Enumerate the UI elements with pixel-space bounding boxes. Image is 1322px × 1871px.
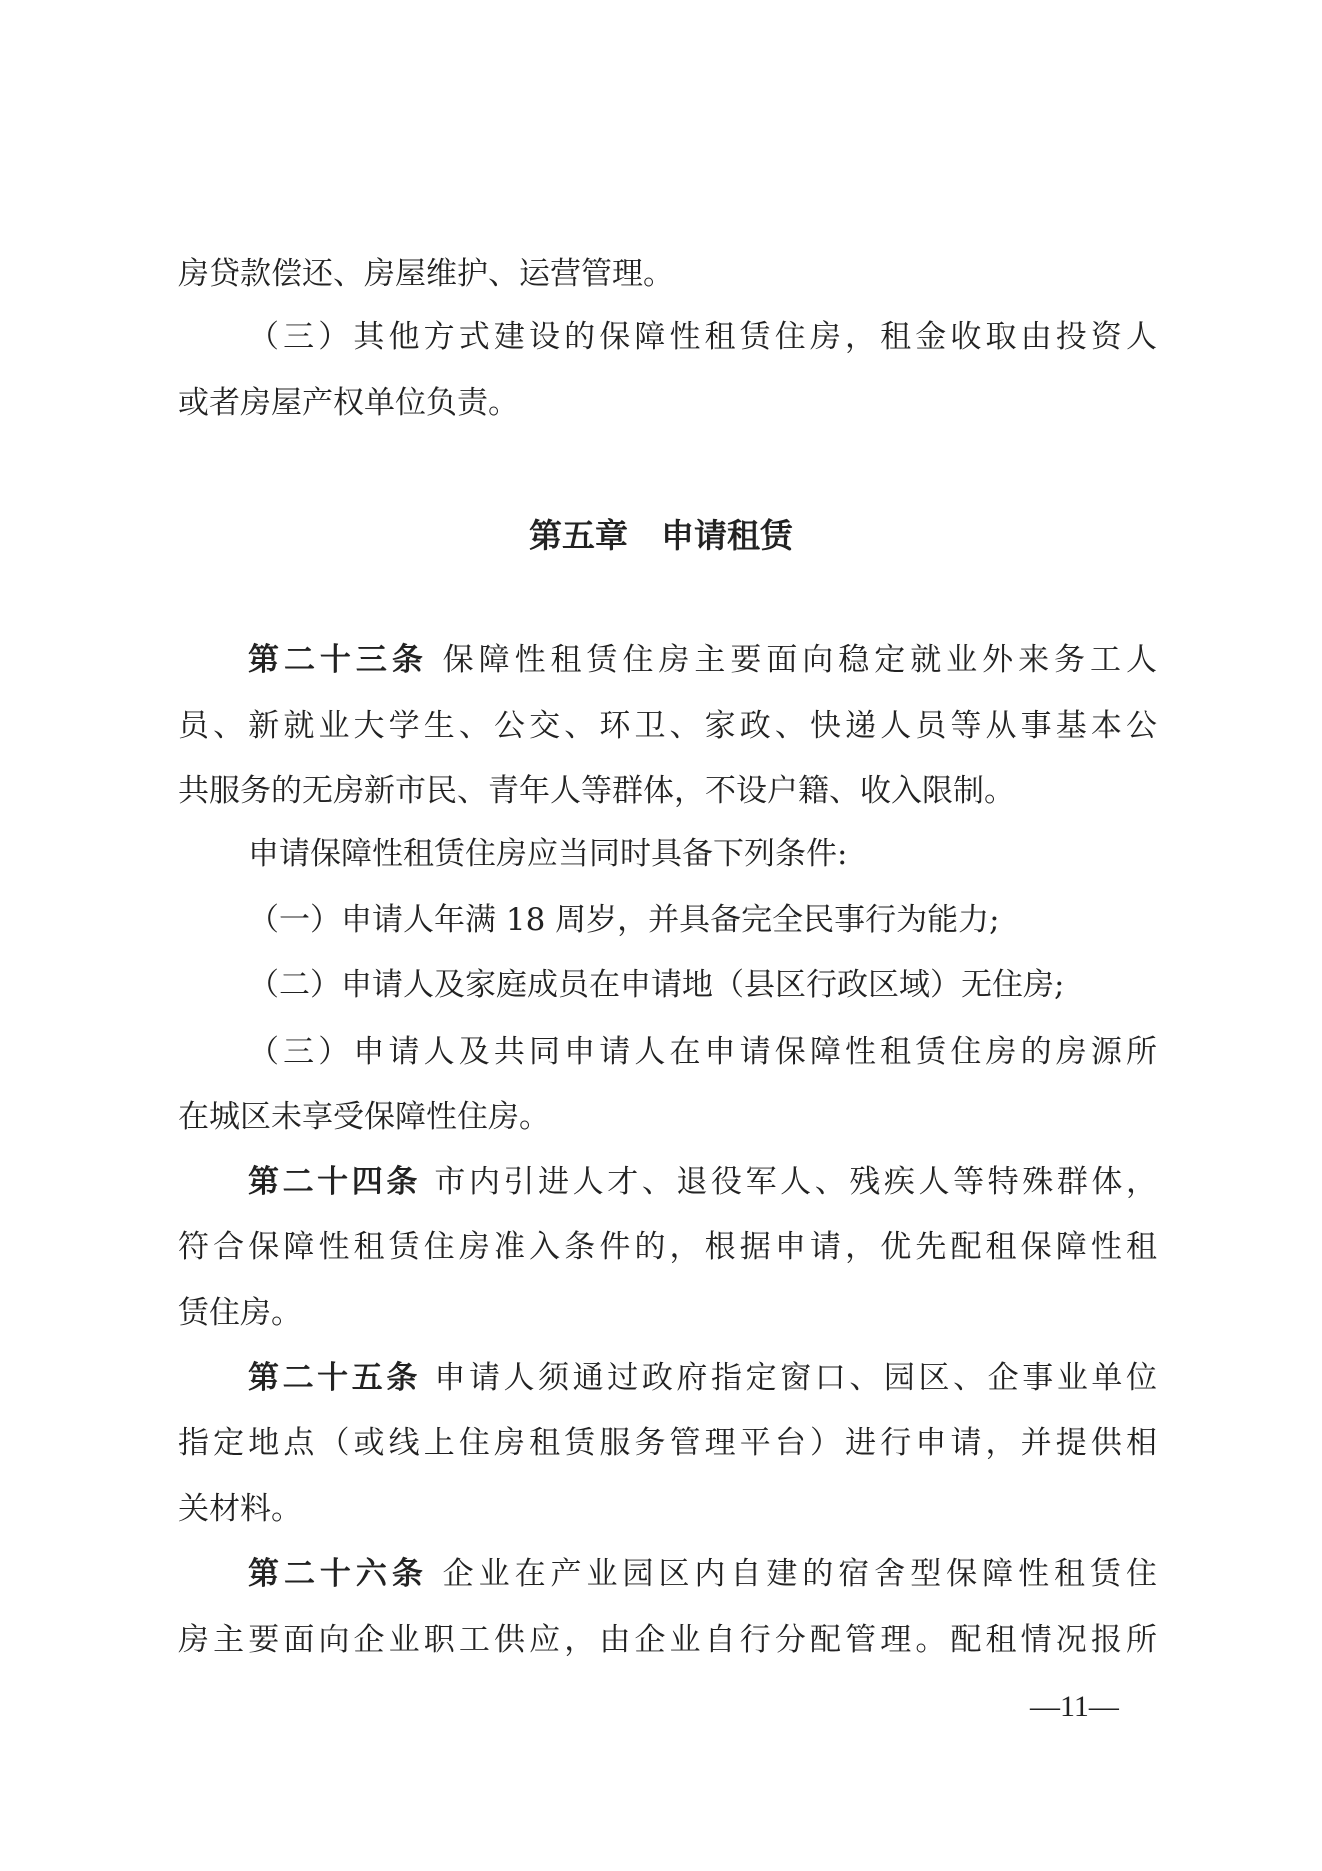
text-line [248, 1160, 1157, 1204]
line-text: 指定地点（或线上住房租赁服务管理平台）进行申请，并提供相 [178, 1425, 1157, 1461]
text-line [248, 832, 1157, 876]
line-text: 房主要面向企业职工供应，由企业自行分配管理。配租情况报所 [178, 1622, 1157, 1658]
line-text: 申请保障性租赁住房应当同时具备下列条件: [248, 836, 848, 872]
text-line [178, 1618, 1157, 1662]
article-label: 第二十三条 [248, 642, 428, 678]
line-text: 关材料。 [178, 1491, 302, 1527]
text-line [248, 1030, 1157, 1074]
line-text: （二）申请人及家庭成员在申请地（县区行政区域）无住房; [248, 967, 1065, 1003]
line-text: 或者房屋产权单位负责。 [178, 385, 519, 421]
text-line [248, 1356, 1157, 1400]
text-line [178, 1487, 1157, 1531]
text-line [178, 1421, 1157, 1465]
text-line [248, 638, 1157, 682]
line-text: 申请人须通过政府指定窗口、园区、企事业单位 [420, 1360, 1158, 1396]
article-label: 第二十五条 [248, 1360, 421, 1396]
text-line [178, 1225, 1157, 1269]
line-text: 员、新就业大学生、公交、环卫、家政、快递人员等从事基本公 [178, 708, 1157, 744]
line-text: 在城区未享受保障性住房。 [178, 1099, 550, 1135]
text-line [178, 704, 1157, 748]
line-text: 保障性租赁住房主要面向稳定就业外来务工人 [427, 642, 1157, 678]
line-text: 赁住房。 [178, 1295, 302, 1331]
text-line [178, 381, 1157, 425]
page-number: —11— [1030, 1690, 1119, 1723]
text-line [178, 252, 1157, 296]
text-line [248, 963, 1157, 1007]
line-text: 共服务的无房新市民、青年人等群体，不设户籍、收入限制。 [178, 773, 1015, 809]
text-line [248, 315, 1157, 359]
text-line [178, 769, 1157, 813]
article-label: 第二十六条 [248, 1556, 428, 1592]
text-line [248, 1552, 1157, 1596]
text-line [248, 898, 1157, 942]
line-text: （三）其他方式建设的保障性租赁住房，租金收取由投资人 [248, 319, 1157, 355]
line-text: 房贷款偿还、房屋维护、运营管理。 [178, 256, 674, 292]
line-text: （一）申请人年满 18 周岁，并具备完全民事行为能力; [248, 902, 1000, 938]
line-text: 符合保障性租赁住房准入条件的，根据申请，优先配租保障性租 [178, 1229, 1157, 1265]
line-text: 企业在产业园区内自建的宿舍型保障性租赁住 [427, 1556, 1157, 1592]
article-label: 第二十四条 [248, 1164, 421, 1200]
text-line [178, 1291, 1157, 1335]
line-text: （三）申请人及共同申请人在申请保障性租赁住房的房源所 [248, 1034, 1157, 1070]
chapter-heading: 第五章 申请租赁 [529, 516, 793, 555]
text-line [178, 1095, 1157, 1139]
line-text: 市内引进人才、退役军人、残疾人等特殊群体， [420, 1164, 1158, 1200]
